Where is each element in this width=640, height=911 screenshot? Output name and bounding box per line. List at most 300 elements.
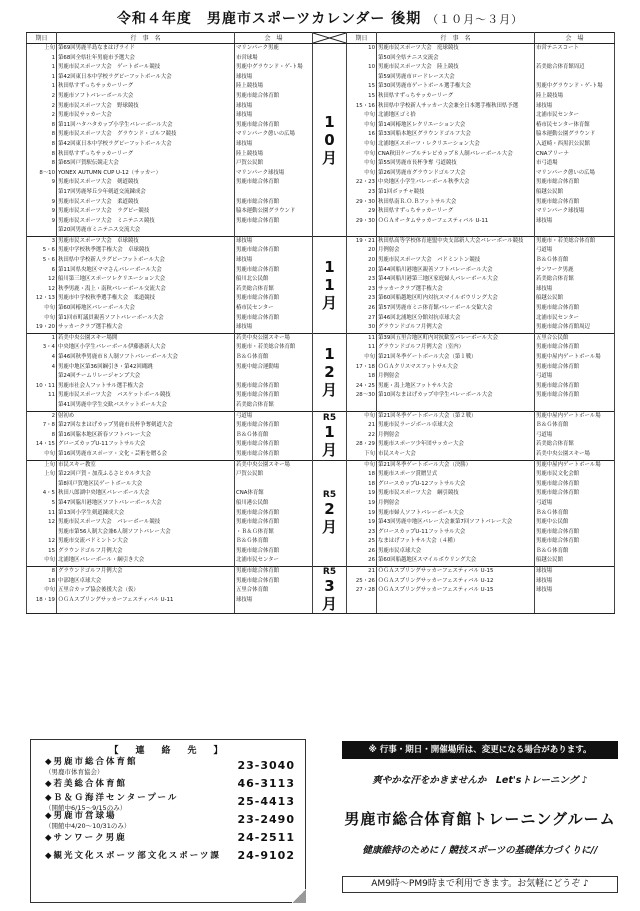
right-venues bbox=[535, 460, 615, 567]
left-venues bbox=[235, 460, 313, 567]
event-venue: 弓道場 bbox=[536, 431, 553, 438]
event-date: 2 bbox=[51, 412, 55, 419]
contact-name: ◆男鹿市総合体育館 （男鹿市体育協会） bbox=[45, 756, 138, 776]
event-venue: 球技場 bbox=[536, 587, 553, 594]
event-date: 2 bbox=[51, 112, 55, 119]
event-name: 第1回ボッチャ競技 bbox=[378, 188, 425, 195]
event-date: 8 bbox=[51, 431, 55, 438]
event-date: 1 bbox=[51, 334, 55, 341]
event-name: 男鹿中地区第36回綱引き・第42回縄跳 bbox=[58, 363, 153, 370]
event-date: 29・30 bbox=[355, 217, 375, 224]
header-event-right: 行 事 名 bbox=[377, 33, 535, 44]
event-venue: 男鹿中屋内ゲートボール場 bbox=[536, 412, 601, 419]
event-name: 秋季男鹿・潟上・南秋バレーボール交流大会 bbox=[58, 285, 166, 292]
event-date bbox=[348, 54, 375, 64]
contact-note: （男鹿市体育協会） bbox=[45, 767, 104, 776]
event-name: 中部地区卓球大会 bbox=[58, 577, 102, 584]
event-date: 19 bbox=[368, 490, 375, 497]
month-section bbox=[27, 44, 615, 237]
event-venue: 入道崎・西黒沢公民館 bbox=[536, 140, 590, 147]
left-dates bbox=[27, 236, 57, 333]
event-date: 11 bbox=[48, 509, 55, 516]
event-venue: 男鹿市総合体育館 bbox=[536, 480, 580, 487]
left-venues bbox=[235, 333, 313, 411]
event-venue: 市弓道場 bbox=[536, 160, 558, 167]
event-name: 中央地区小学生バレーボール伊藤憲新人大会 bbox=[58, 344, 166, 351]
event-date: 10・11 bbox=[35, 382, 55, 389]
page-title bbox=[0, 8, 640, 28]
event-name: 北浦地区ゴミ拾 bbox=[378, 112, 416, 119]
page-fold-corner bbox=[292, 889, 306, 903]
right-venues bbox=[535, 236, 615, 333]
event-date: 17・18 bbox=[355, 363, 375, 370]
event-venue: 椿市民センター bbox=[236, 305, 274, 312]
event-name: 第16回男鹿市スポーツ・文化・芸術を贈る会 bbox=[58, 450, 168, 457]
month-char: 0 bbox=[324, 130, 335, 149]
event-name: 第57回男鹿市ミニ体育館バレーボール交歓大会 bbox=[378, 305, 493, 312]
event-name: 秋田八郎湖中央地区バレーボール大会 bbox=[58, 490, 150, 497]
event-name: 秋田県すずっちサッカーリーグ bbox=[378, 92, 454, 99]
event-date: 15 bbox=[368, 83, 375, 90]
left-events bbox=[57, 567, 235, 614]
event-venue: 球技場 bbox=[236, 102, 253, 109]
event-venue: 男鹿市総合体育館 bbox=[236, 441, 280, 448]
event-venue: 男鹿市総合体育館周辺 bbox=[536, 324, 590, 331]
contact-phone: 24-9102 bbox=[237, 848, 295, 862]
event-venue: 男鹿市総合体育館 bbox=[236, 547, 280, 554]
event-name: 月例射会 bbox=[378, 373, 400, 380]
event-name: 男鹿市民スポーツ大会 バドミントン競技 bbox=[378, 257, 481, 264]
event-date: 19 bbox=[368, 499, 375, 506]
event-date: 26 bbox=[368, 557, 375, 564]
left-venues bbox=[235, 411, 313, 460]
event-name: 男鹿市民スポーツ大会 バスケットボール競技 bbox=[58, 392, 171, 399]
event-name: なまはげフットサル大会（４種） bbox=[378, 538, 459, 545]
event-date: 12 bbox=[48, 538, 55, 545]
event-name: 男鹿市民スポーツ大会 卓球競技 bbox=[58, 237, 139, 244]
contact-row bbox=[31, 846, 305, 864]
event-venue: 若美総合体育館周辺 bbox=[536, 64, 585, 71]
event-venue: マリンパーク憩いの広場 bbox=[536, 169, 595, 176]
event-date: 26 bbox=[368, 547, 375, 554]
event-name: グラウンドゴルフ月例大会 bbox=[58, 547, 123, 554]
contact-note: （開館中4/20～10/31のみ） bbox=[45, 821, 131, 830]
month-char: 月 bbox=[321, 381, 337, 400]
event-name: 第1回市町議員親善ソフトバレーボール大会 bbox=[58, 314, 164, 321]
event-venue: 球技場 bbox=[236, 257, 253, 264]
header-venue-right: 会 場 bbox=[535, 33, 615, 44]
event-name: 第50回全県テニス交流会 bbox=[378, 54, 439, 61]
month-section bbox=[27, 236, 615, 333]
event-date: 18 bbox=[368, 373, 375, 380]
event-name: 男鹿市交流バドミントン大会 bbox=[58, 538, 128, 545]
event-venue: 男鹿市総合体育館 bbox=[536, 305, 580, 312]
event-name: 第60回椿地区バレーボール大会 bbox=[58, 305, 135, 312]
contact-row bbox=[31, 792, 305, 810]
event-venue: マリンパーク憩いの広場 bbox=[236, 131, 295, 138]
event-name: 第21回冬季ゲートボール大会（第２戦） bbox=[378, 412, 477, 419]
right-events bbox=[377, 333, 535, 411]
event-date: 8 bbox=[51, 150, 55, 157]
event-date: 7・8 bbox=[42, 422, 55, 429]
event-name: サッカークラブ選手権大会 bbox=[58, 324, 123, 331]
event-name: サッカークラブ選手権大会 bbox=[378, 285, 443, 292]
event-date: 10 bbox=[368, 45, 375, 51]
event-name: 男鹿市民スポーツ大会 バレーボール競技 bbox=[58, 519, 161, 526]
event-date bbox=[348, 73, 375, 83]
event-venue: 戸賀公民館 bbox=[236, 471, 263, 478]
event-date: 9 bbox=[51, 208, 55, 215]
opening-hours: AM9時～PM9時まで利用できます。お気軽にどうぞ ♪ bbox=[342, 876, 618, 893]
event-venue: 若美中央公園スキー場 bbox=[236, 334, 290, 341]
event-name: 第24回チームリレージャンプ大会 bbox=[58, 373, 141, 380]
event-date: 20 bbox=[368, 257, 375, 264]
event-venue: 男鹿中総合運動場 bbox=[236, 363, 280, 370]
event-name: 第16回脇本地区新春ソフトバレー大会 bbox=[58, 431, 152, 438]
month-char: 月 bbox=[321, 440, 337, 459]
month-char: 月 bbox=[321, 518, 337, 537]
left-events bbox=[57, 460, 235, 567]
event-venue: 男鹿市総合体育館 bbox=[236, 392, 280, 399]
event-name: 男鹿市スポーツ少年団サッカー大会 bbox=[378, 441, 464, 448]
event-venue: 男鹿市総合体育館 bbox=[536, 344, 580, 351]
right-venues bbox=[535, 567, 615, 614]
event-name: 第33回船本地区グラウンドゴルフ大会 bbox=[378, 131, 471, 138]
event-venue: 球技場 bbox=[236, 112, 253, 119]
event-date: 中旬 bbox=[44, 450, 55, 457]
reiwa-year: R5 bbox=[322, 490, 337, 501]
month-char: 月 bbox=[321, 148, 337, 167]
event-date: 19・21 bbox=[355, 237, 375, 244]
event-venue: 男鹿中グラウンド・ゲ-ト場 bbox=[536, 83, 603, 90]
event-date: 27・28 bbox=[355, 587, 375, 594]
event-venue: 椿市民センター体育館 bbox=[536, 121, 590, 128]
contact-phone: 24-2511 bbox=[237, 830, 295, 844]
event-name: 第27回なまはげカップ男鹿市長杯争奪剣道大会 bbox=[58, 422, 173, 429]
event-date: 21 bbox=[368, 422, 375, 429]
event-name: 第11回ハタハタカップ小学生バレーボール大会 bbox=[58, 121, 173, 128]
promo-line-1: 爽やかな汗をかきませんか Let'sトレーニング ♪ bbox=[372, 775, 588, 786]
event-venue: Ｂ＆Ｇ体育館 bbox=[236, 431, 269, 438]
event-date: 15・16 bbox=[355, 102, 375, 109]
event-date: 9 bbox=[51, 179, 55, 186]
event-venue: 船越公民館 bbox=[536, 557, 563, 564]
event-venue: 船川港公民館 bbox=[236, 499, 269, 506]
event-name: 第65回戸賀駅伝競走大会 bbox=[58, 160, 119, 167]
right-dates bbox=[347, 567, 377, 614]
event-venue: 球技場 bbox=[536, 217, 553, 224]
contact-row bbox=[31, 810, 305, 828]
event-name: グロースカップU-11フットサル大会 bbox=[378, 528, 466, 535]
event-name: 男鹿市民スポーツ大会 陸上競技 bbox=[378, 64, 459, 71]
change-notice: ※ 行事・期日・開催場所は、変更になる場合があります。 bbox=[342, 741, 618, 759]
event-venue: 若美中央公園スキー場 bbox=[236, 461, 290, 468]
event-venue: 球技場 bbox=[236, 324, 253, 331]
event-date: 18・19 bbox=[35, 596, 55, 603]
event-venue bbox=[236, 188, 311, 198]
event-date: 8 bbox=[51, 140, 55, 147]
event-date: 28～30 bbox=[355, 392, 375, 399]
event-name: 男鹿市民卓球大会 bbox=[378, 547, 422, 554]
event-venue: 陸上競技場 bbox=[236, 83, 263, 90]
event-date: 18 bbox=[368, 480, 375, 487]
event-date: 中旬 bbox=[44, 305, 55, 312]
month-char: 2 bbox=[324, 500, 335, 519]
month-label bbox=[313, 44, 347, 237]
event-name: グロースカップU-12フットサル大会 bbox=[378, 480, 466, 487]
event-date: 12 bbox=[48, 285, 55, 292]
event-venue: 戸賀公民館 bbox=[236, 160, 263, 167]
left-dates bbox=[27, 44, 57, 237]
right-dates bbox=[347, 460, 377, 567]
event-venue: 男鹿市総合体育館 bbox=[236, 450, 280, 457]
event-name: 第22回戸賀・加茂ふるさとカルタ大会 bbox=[58, 471, 151, 478]
right-events bbox=[377, 44, 535, 237]
event-venue: 男鹿市総合体育館 bbox=[236, 92, 280, 99]
event-date: 上旬 bbox=[44, 461, 55, 468]
event-venue: 球技場 bbox=[236, 73, 253, 80]
event-name: 男鹿市民スポーツ大会 剣道競技 bbox=[58, 179, 139, 186]
month-char: 1 bbox=[324, 257, 335, 276]
event-name: 第20回男鹿市ミニテニス交流大会 bbox=[58, 227, 141, 234]
event-date: 11 bbox=[48, 392, 55, 399]
event-date: 23 bbox=[368, 276, 375, 283]
contact-phone: 23-3040 bbox=[237, 758, 295, 772]
event-name: ＯＧＡスプリングサッカーフェスティバル U-11 bbox=[58, 596, 174, 603]
event-name: 第26回男鹿市グラウンドゴルフ大会 bbox=[378, 169, 466, 176]
event-venue: 男鹿市総合体育館 bbox=[236, 247, 280, 254]
left-events bbox=[57, 44, 235, 237]
event-name: 五里合カップ協会後援大会（仮） bbox=[58, 587, 139, 594]
event-venue: Ｂ＆Ｇ体育館 bbox=[536, 422, 569, 429]
event-venue: 男鹿中屋内ゲートボール場 bbox=[536, 354, 601, 360]
event-venue bbox=[236, 372, 311, 382]
event-venue: 若美総合体育館 bbox=[536, 276, 574, 283]
event-name: YONEX AUTUMN CUP U-12（サッカー） bbox=[58, 169, 162, 176]
event-date: 15 bbox=[48, 547, 55, 554]
reiwa-year: R5 bbox=[322, 412, 337, 423]
event-name: 第8回戸賀地区民ゲートボール大会 bbox=[58, 480, 143, 487]
event-name: 第46回秋季男鹿市８人制ソフトバレーボール大会 bbox=[58, 354, 178, 360]
event-name: 中央地区小学生バレーボール秋季大会 bbox=[378, 179, 470, 186]
title-main: 令和４年度 男鹿市スポーツカレンダー 後期 bbox=[116, 11, 422, 27]
event-venue: 若美総合体育館 bbox=[236, 401, 274, 408]
event-venue: 球技場 bbox=[236, 596, 253, 603]
event-date: 3・4 bbox=[42, 344, 55, 351]
event-date: 中旬 bbox=[44, 587, 55, 594]
left-dates bbox=[27, 411, 57, 460]
event-date: 18 bbox=[48, 577, 55, 584]
right-events bbox=[377, 567, 535, 614]
event-date: 8 bbox=[51, 568, 55, 575]
event-venue: 弓道場 bbox=[536, 247, 553, 254]
event-date: 中旬 bbox=[364, 354, 375, 360]
event-date: 2 bbox=[51, 102, 55, 109]
event-venue: 北浦市民センター bbox=[536, 314, 579, 321]
event-name: 船川第三地区スポーツレクリエーション大会 bbox=[58, 276, 166, 283]
contact-row bbox=[31, 774, 305, 792]
right-dates bbox=[347, 236, 377, 333]
event-venue: 市営テニスコート bbox=[536, 45, 579, 51]
contact-name: ◆若美総合体育館 bbox=[45, 779, 128, 789]
calendar-header bbox=[27, 33, 615, 44]
event-name: 男鹿市婦人ソフトバレーボール大会 bbox=[378, 509, 465, 516]
event-venue bbox=[236, 226, 311, 236]
event-name: 第59回男鹿市ロードレース大会 bbox=[378, 73, 455, 80]
month-char: 1 bbox=[324, 422, 335, 441]
event-venue: 弓道場 bbox=[536, 373, 553, 380]
event-venue: 男鹿市総合体育館 bbox=[236, 422, 280, 429]
event-date: 22・23 bbox=[355, 179, 375, 186]
event-venue: 男鹿市民文化会館 bbox=[536, 471, 580, 478]
event-venue: 男鹿中公民館 bbox=[536, 519, 569, 526]
event-name: 月例射会 bbox=[378, 499, 400, 506]
event-name: 男鹿市民スポーツ大会 柔道競技 bbox=[58, 198, 139, 205]
event-date: 19・20 bbox=[35, 324, 55, 331]
left-events bbox=[57, 411, 235, 460]
event-date: 30 bbox=[368, 324, 375, 331]
event-venue: 男鹿市総合体育館 bbox=[236, 198, 280, 205]
contact-header: 【 連 絡 先 】 bbox=[109, 746, 227, 756]
event-name: 若美中央公園スキー場開 bbox=[58, 334, 118, 341]
event-name: 北浦地区バレーボール・綱引き大会 bbox=[58, 557, 145, 564]
event-date: 6 bbox=[51, 266, 55, 273]
month-char: 月 bbox=[321, 293, 337, 312]
event-venue: 男鹿市総合体育館 bbox=[536, 382, 580, 389]
event-name: 第30回男鹿市ゲートボール選手権大会 bbox=[378, 83, 472, 90]
event-venue: マリンパーク男鹿 bbox=[236, 45, 279, 51]
event-venue: 若美総合体育館 bbox=[536, 441, 574, 448]
event-name: 第21回冬季ゲートボール大会（決勝） bbox=[378, 461, 472, 468]
left-dates bbox=[27, 460, 57, 567]
event-date: 中旬 bbox=[364, 112, 375, 119]
event-name: 男鹿中学校秋季選手権大会 卓球競技 bbox=[58, 247, 150, 254]
event-name: 秋田県すずっちサッカーリーグ bbox=[378, 208, 454, 215]
event-date: 12 bbox=[48, 519, 55, 526]
event-venue bbox=[536, 54, 613, 64]
month-label bbox=[313, 411, 347, 460]
event-date bbox=[28, 528, 55, 538]
event-name: 第10回なまはげカップ中学生バレーボール大会 bbox=[378, 392, 493, 399]
month-char: 月 bbox=[321, 595, 337, 614]
event-name: 秋田県中学校新人ラグビーフットボール大会 bbox=[58, 257, 165, 264]
event-date: 4 bbox=[51, 354, 55, 360]
event-name: 第17回男鹿琴丘少年剣道交流錬成会 bbox=[58, 188, 146, 195]
event-name: 男鹿市民スポーツ大会 ゲートボール競技 bbox=[58, 64, 161, 71]
event-date bbox=[28, 188, 55, 198]
event-date: 中旬 bbox=[364, 150, 375, 157]
event-name: 市民スキー教室 bbox=[58, 461, 96, 468]
header-date-left: 期日 bbox=[27, 33, 57, 44]
event-name: 第42回東日本中学校ラグビーフットボール大会 bbox=[58, 140, 172, 147]
event-venue: 男鹿市総合体育館 bbox=[536, 538, 580, 545]
event-date: 中旬 bbox=[364, 140, 375, 147]
event-venue: 球技場 bbox=[236, 140, 253, 147]
event-venue: 船越公民館 bbox=[536, 295, 563, 302]
contact-box bbox=[30, 739, 306, 903]
event-name: 第60回船越地区町内対抗スマイルボウリング大会 bbox=[378, 295, 498, 302]
month-section bbox=[27, 567, 615, 614]
event-name: 男鹿市ソフトバレーボール大会 bbox=[58, 92, 134, 99]
event-venue: 男鹿市総合体育館 bbox=[236, 179, 280, 186]
event-date: 27 bbox=[368, 314, 375, 321]
event-name: 市民スキー大会 bbox=[378, 450, 416, 457]
event-date: 16 bbox=[368, 131, 375, 138]
event-venue: 男鹿市総合体育館 bbox=[536, 179, 580, 186]
event-date: 11 bbox=[368, 334, 375, 341]
event-name: 男鹿市民スポーツ大会 庭球競技 bbox=[378, 45, 459, 51]
left-venues bbox=[235, 236, 313, 333]
event-venue: 男鹿市総合体育館 bbox=[536, 198, 580, 205]
event-venue: Ｂ＆Ｇ体育館 bbox=[236, 538, 269, 545]
event-venue: マリンパーク球技場 bbox=[236, 169, 285, 176]
event-name: グラウンドゴルフ月例大会 bbox=[58, 568, 123, 575]
event-name: グローズカップU-11フットサル大会 bbox=[58, 441, 146, 448]
event-venue: 男鹿市総合体育館 bbox=[536, 363, 580, 370]
month-section bbox=[27, 411, 615, 460]
event-date: 23 bbox=[368, 188, 375, 195]
event-venue: 球技場 bbox=[236, 237, 253, 244]
event-venue: Ｂ＆Ｇ体育館 bbox=[536, 509, 569, 516]
month-char: 1 bbox=[324, 275, 335, 294]
event-date: 9 bbox=[51, 217, 55, 224]
event-name: 男鹿市民ラージボール卓球大会 bbox=[378, 422, 454, 429]
header-blank-cross bbox=[313, 33, 347, 44]
event-venue: CNA体育館 bbox=[236, 490, 264, 497]
left-events bbox=[57, 333, 235, 411]
event-venue: 北浦市民センター bbox=[536, 112, 579, 119]
left-venues bbox=[235, 44, 313, 237]
event-name: 第21回冬季ゲートボール大会（第１戦） bbox=[378, 354, 477, 360]
contact-name: ◆Ｂ＆Ｇ海洋センタープール （開館中6/15～9/15のみ） bbox=[45, 792, 179, 812]
event-venue: 男鹿中グラウンド・ゲ-ト場 bbox=[236, 64, 303, 71]
right-events bbox=[377, 236, 535, 333]
month-char: 3 bbox=[324, 577, 335, 596]
event-venue: 男鹿市総合体育館 bbox=[536, 528, 580, 535]
event-name: 男鹿市民スポーツ大会 綱引競技 bbox=[378, 490, 459, 497]
event-date: 中旬 bbox=[364, 121, 375, 128]
reiwa-year: R5 bbox=[322, 567, 337, 578]
event-venue bbox=[536, 73, 613, 83]
event-date: 19 bbox=[368, 519, 375, 526]
event-venue: 男鹿中屋内ゲートボール場 bbox=[536, 461, 601, 468]
event-date: 18 bbox=[368, 471, 375, 478]
event-name: 秋田県すずっちサッカーリーグ bbox=[58, 150, 134, 157]
event-venue: 球技場 bbox=[536, 285, 553, 292]
event-date bbox=[28, 226, 55, 236]
event-date: 4・5 bbox=[42, 490, 55, 497]
event-date: 上旬 bbox=[44, 45, 55, 51]
contact-row bbox=[31, 828, 305, 846]
event-date: 1 bbox=[51, 54, 55, 61]
event-venue: 男鹿市総合体育館 bbox=[236, 577, 280, 584]
event-date: 1 bbox=[51, 83, 55, 90]
contact-phone: 23-2490 bbox=[237, 812, 295, 826]
event-date: 14・15 bbox=[35, 441, 55, 448]
event-date: 1 bbox=[51, 73, 55, 80]
event-date bbox=[28, 480, 55, 490]
event-date: 11 bbox=[368, 344, 375, 351]
right-dates bbox=[347, 333, 377, 411]
event-name: 第11回県央地区ママさんバレーボール大会 bbox=[58, 266, 162, 273]
event-name: ＯＧＡスプリングサッカーフェスティバル U-15 bbox=[378, 587, 494, 594]
event-name: 男鹿市民スポーツ大会 グラウンド・ゴルフ競技 bbox=[58, 131, 177, 138]
event-venue: 若美総合体育館 bbox=[236, 285, 274, 292]
event-venue: 球技場 bbox=[536, 577, 553, 584]
event-name: 男鹿市中学校秋季選手権大会 柔道競技 bbox=[58, 295, 156, 302]
event-date: 21 bbox=[368, 568, 375, 575]
event-date: 25・26 bbox=[355, 577, 375, 584]
